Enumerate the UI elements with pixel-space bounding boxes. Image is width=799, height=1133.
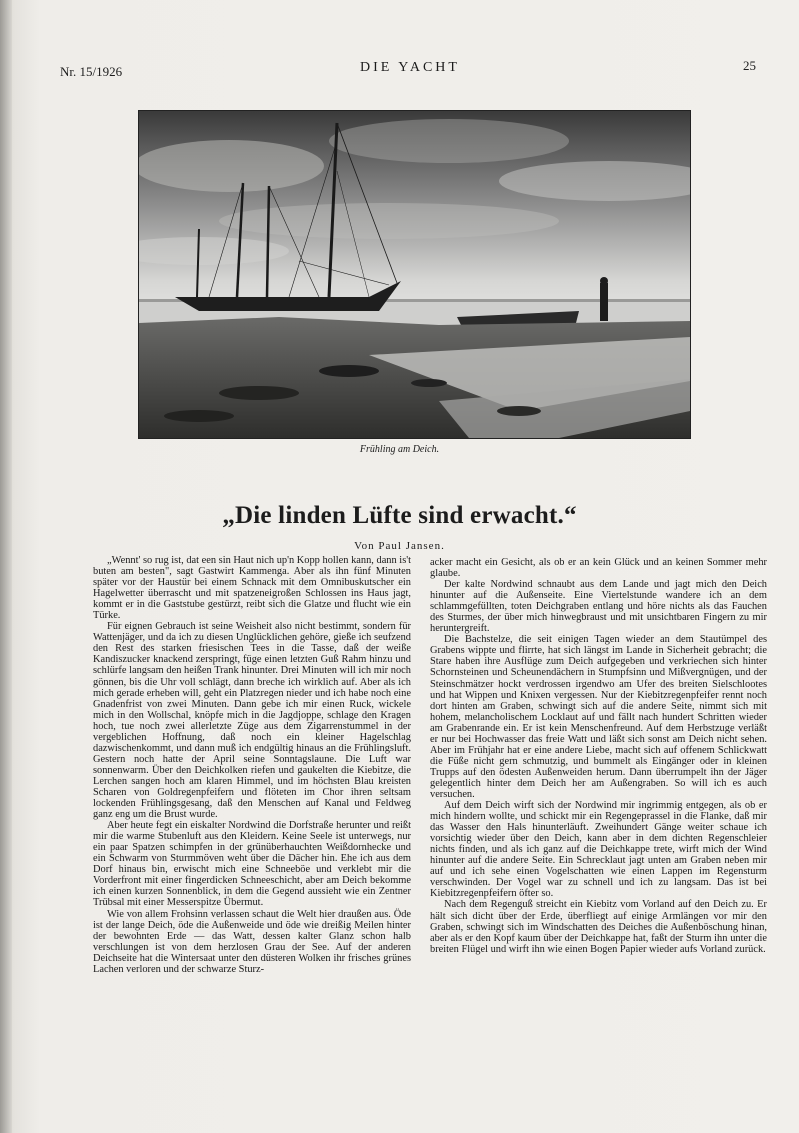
article-column-left: [93, 555, 411, 975]
paragraph: Der kalte Nordwind schnaubt aus dem Lande und jagt mich den Deich hinunter auf die Außenseite. Eine Viertelstunde wandere ich an dem schlammgefüllten, toten Deichgraben entlang und höre nichts als das Fauchen des Sturmes, der über mich hinwegbraust und mit unsichtbaren Fingern zu mir heruntergreift.: [430, 579, 767, 635]
paragraph: „Wennt' so rug ist, dat een sin Haut nich up'n Kopp hollen kann, dann is't buten am besten", sagt Gastwirt Kammenga. Aber als ihn fünf Minuten später vor der Haustür bei einem Schnack mit dem Omnibuskutscher ein Hagelwetter überrascht und mit spatzeneigroßen Schlossen ins Haus jagt, kommt er in die Gaststube gestürzt, reibt sich die Glatze und flucht wie ein Türke.: [93, 555, 411, 622]
photo-caption: Frühling am Deich.: [359, 444, 440, 455]
page-number: 25: [743, 58, 756, 73]
article-byline: Von Paul Jansen.: [354, 540, 445, 552]
paragraph: Für eignen Gebrauch ist seine Weisheit also nicht bestimmt, sondern für Wattenjäger, und da ich zu diesen Unglücklichen gehöre, gieße ich seufzend den Rest des starken friesischen Tees in die Tasse, daß der weiße Kandiszucker knackend zerspringt, füge einen letzten Guß Rahm hinzu und schlürfe langsam den heißen Trank hinunter. Drei Minuten will ich mir noch gönnen, bis die Uhr voll schlägt, dann breche ich wirklich auf. Aber als ich mich gerade erheben will, geht ein Platzregen nieder und ich habe noch eine Gnadenfrist von zwei Minuten. Dann gebe ich mir einen Ruck, wickele mich in den Wollschal, knöpfe mich in die Jagdjoppe, schlage den Kragen hoch, tue noch zwei allerletzte Züge aus dem Zigarrenstummel in der vergeblichen Hoffnung, daß noch ein kleiner Hagelschlag dazwischenkommt, und dann muß ich endgültig hinaus an die Frühlingsluft. Gestern noch hatte der April seine Sonntagslaune. Die Luft war sonnenwarm. Über den Deichkolken riefen und gaukelten die Kiebitze, die Lerchen sangen hoch am klaren Himmel, und im höchsten Blau kreisten Scharen von Goldregenpfeifern und flöteten im Chor ihren seltsam lockenden Frühlingsgesang, daß den Menschen auf Kanal und Feldweg ganz eng um die Brust wurde.: [93, 621, 411, 821]
issue-number: Nr. 15/1926: [60, 64, 123, 79]
paragraph: Auf dem Deich wirft sich der Nordwind mir ingrimmig entgegen, als ob er mich hindern wollte, und schickt mir ein Regengeprassel in die Flanke, daß mir das Wasser den Hals hinunterläuft. Zweihundert Gänge weiter schaue ich vorsichtig wieder über den Deich, kann aber in dem dichten Regenschleier nichts finden, und als ich ganz auf die Deichkappe trete, wirft mich der Wind hinunter auf die andere Seite. Ein Schrecklaut jagt unten am Graben neben mir auf und ich sehe einen Vogelschatten wie einen Lappen im Regensturm verschwinden. Der Vogel war zu schnell und ich zu langsam. Das ist bei Kiebitzregenpfeifern öfter so.: [430, 800, 767, 900]
photo-image: [139, 111, 690, 438]
paragraph: acker macht ein Gesicht, als ob er an kein Glück und an keinen Sommer mehr glaube.: [430, 557, 767, 580]
paragraph: Aber heute fegt ein eiskalter Nordwind die Dorfstraße herunter und reißt mir die warme Stubenluft aus den Kleidern. Keine Seele ist unterwegs, nur ein paar Spatzen schimpfen in der grünüberhauchten Weißdornhecke und ein Schwarm von Sturmmöven weht über die Dächer hin. Ehe ich aus dem Dorf hinaus bin, erwischt mich eine Schneeböe und verklebt mir die Vorderfront mit einer fingerdicken Schneeschicht, aber am Deich bekomme ich einen kurzen Sonnenblick, in dem die Gegend aussieht wie ein Zentner Trübsal mit einer Messerspitze Übermut.: [93, 820, 411, 909]
article-column-right: [430, 557, 767, 955]
article-title: „Die linden Lüfte sind erwacht.“: [222, 502, 577, 529]
paragraph: Wie von allem Frohsinn verlassen schaut die Welt hier draußen aus. Öde ist der lange Deich, öde die Außenweide und öde wie dreißig Meilen hinter der bewohnten Erde — das Watt, dessen kalter Glanz schon halb verschlungen ist von dem herzlosen Grau der See. Auf der anderen Deichseite hat die Wintersaat unter den düsteren Wolken ihr frisches grünes Lachen verloren und der schwarze Sturz-: [93, 908, 411, 975]
paragraph: Die Bachstelze, die seit einigen Tagen wieder an dem Stautümpel des Grabens wippte und flirrte, hat sich längst im Lande in Sicherheit gebracht; die Stare haben ihre Ausflüge zum Deich aufgegeben und verkriechen sich hinter Schornsteinen und Scheunendächern in Stumpfsinn und Mißvergnügen, und der Steinschmätzer hockt verdrossen irgendwo am Ufer des breiten Sielschlootes und hat Wippen und Knixen vergessen. Nur der Kiebitzregenpfeifer rennt noch dort hinten am Graben, schwingt sich auf die andere Seite, nimmt sich mit hohem, melancholischem Locklaut auf und fällt nach hundert Schritten wieder am Grabenrande ein. Er ist kein Menschenfreund. Auf dem Herbstzuge verläßt er nur bei Hochwasser das freie Watt und läßt sich sonst am Deich nicht sehen. Aber im Frühjahr hat er eine andere Liebe, macht sich auf offenem Schlickwatt die Füße nicht gern schmutzig, und bummelt als Eingänger oder in kleinen Trupps auf den ödesten Außenweiden herum. Dann überrumpelt ihn der Jäger gelegentlich hinter dem Deich her am Außengraben. So will ich es auch versuchen.: [430, 634, 767, 800]
photo-sailing-ships-at-dike: [138, 110, 691, 439]
page-spine-shadow: [0, 0, 12, 1133]
page-header: [60, 58, 760, 78]
magazine-title: DIE YACHT: [360, 60, 460, 75]
paragraph: Nach dem Regenguß streicht ein Kiebitz vom Vorland auf den Deich zu. Er hält sich dicht über der Erde, überfliegt auf einige Armlängen vor mir den Graben, schwingt sich im Windschatten des Deiches die Außenböschung hinan, aber als er den Kopf kaum über der Deichkappe hat, faßt der Sturm ihn unter die breiten Flügel und wirft ihn wie einen Bogen Papier wieder aufs Vorland zurück.: [430, 899, 767, 955]
